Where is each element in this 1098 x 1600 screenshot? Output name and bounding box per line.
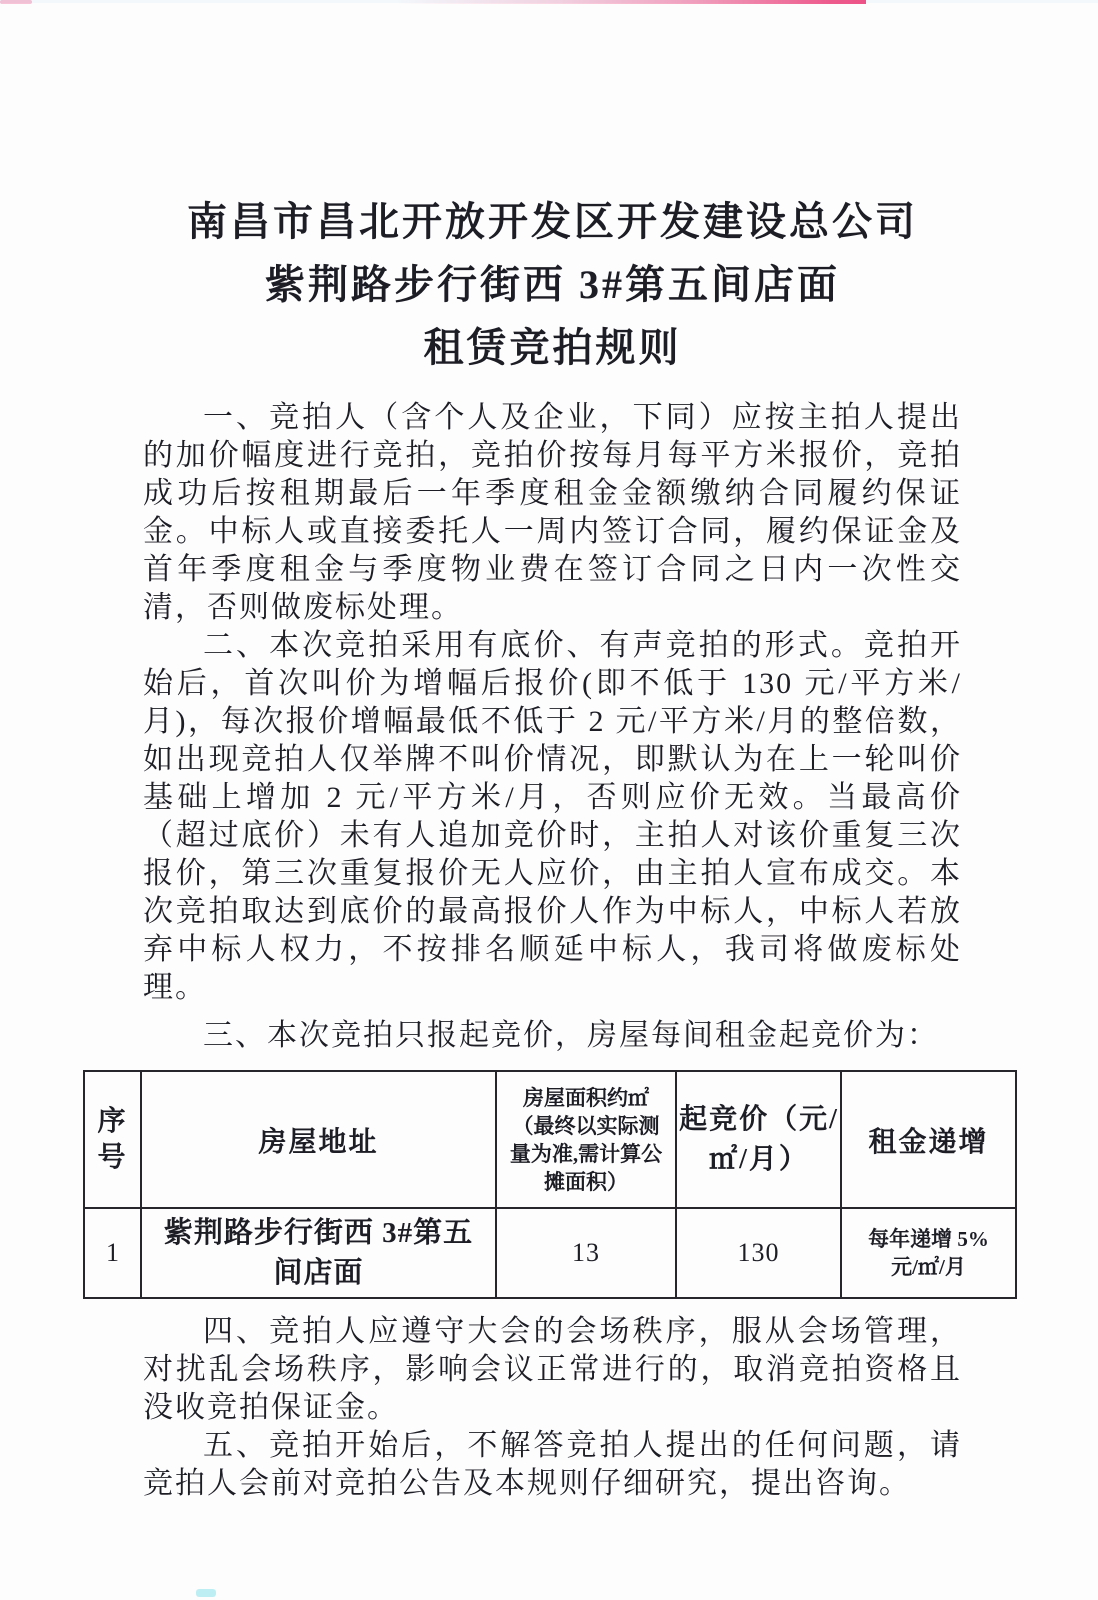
table-header-start-price-label: 起竞价（元/㎡/月） — [679, 1103, 839, 1175]
document-title-line-1: 南昌市昌北开放开发区开发建设总公司 — [187, 199, 918, 244]
document-title-line-2: 紫荆路步行街西 3#第五间店面 — [265, 262, 840, 307]
cell-rent-increase — [841, 1208, 1016, 1298]
cell-area: 13 — [496, 1208, 676, 1298]
paragraph-2: 二、本次竞拍采用有底价、有声竞拍的形式。竞拍开始后，首次叫价为增幅后报价(即不低于 130 元/平方米/月)，每次报价增幅最低不低于 2 元/平方米/月的整倍数，如出现竞拍人仅举牌不叫价情况，即默认为在上一轮叫价基础上增加 2 元/平方米/月，否则应价无效。当最高价（超过底价）未有人追加竞价时，主拍人对该价重复三次报价，第三次重复报价无人应价，由主拍人宣布成交。本次竞拍取达到底价的最高报价人作为中标人，中标人若放弃中标人权力，不按排名顺延中标人，我司将做废标处理。 — [143, 629, 962, 1004]
paragraph-1: 一、竞拍人（含个人及企业，下同）应按主拍人提出的加价幅度进行竞拍，竞拍价按每月每平方米报价，竞拍成功后按租期最后一年季度租金金额缴纳合同履约保证金。中标人或直接委托人一周内签订合同，履约保证金及首年季度租金与季度物业费在签订合同之日内一次性交清，否则做废标处理。 — [143, 401, 962, 624]
table-header-seq-label: 序号 — [97, 1105, 128, 1173]
paragraph-3: 三、本次竞拍只报起竞价，房屋每间租金起竞价为： — [203, 1019, 939, 1052]
table-row — [84, 1208, 1016, 1298]
document-title-line-3: 租赁竞拍规则 — [423, 325, 682, 370]
cell-rent-increase-text: 每年递增 5%元/㎡/月 — [868, 1227, 989, 1279]
table-header-row — [84, 1071, 1016, 1208]
table-header-address: 房屋地址 — [141, 1071, 496, 1208]
cell-address — [141, 1208, 496, 1298]
paragraph-5: 五、竞拍开始后，不解答竞拍人提出的任何问题，请竞拍人会前对竞拍公告及本规则仔细研究，提出咨询。 — [143, 1429, 962, 1500]
table-header-area-label: 房屋面积约㎡（最终以实际测量为准,需计算公摊面积） — [509, 1085, 663, 1194]
document-body — [97, 190, 989, 1503]
scan-artifact-pink-strip — [396, 0, 866, 4]
table-header-seq — [84, 1071, 141, 1208]
starting-price-table — [83, 1070, 1017, 1299]
paragraph-4: 四、竞拍人应遵守大会的会场秩序，服从会场管理，对扰乱会场秩序，影响会议正常进行的，取消竞拍资格且没收竞拍保证金。 — [143, 1315, 962, 1424]
scan-artifact-top-left — [0, 0, 32, 4]
cell-start-price: 130 — [676, 1208, 841, 1298]
table-header-start-price — [676, 1071, 841, 1208]
table-header-rent-increase: 租金递增 — [841, 1071, 1016, 1208]
cell-seq: 1 — [84, 1208, 141, 1298]
scan-artifact-cyan-dot — [196, 1589, 216, 1597]
table-header-area — [496, 1071, 676, 1208]
cell-address-text: 紫荆路步行街西 3#第五间店面 — [163, 1217, 474, 1289]
